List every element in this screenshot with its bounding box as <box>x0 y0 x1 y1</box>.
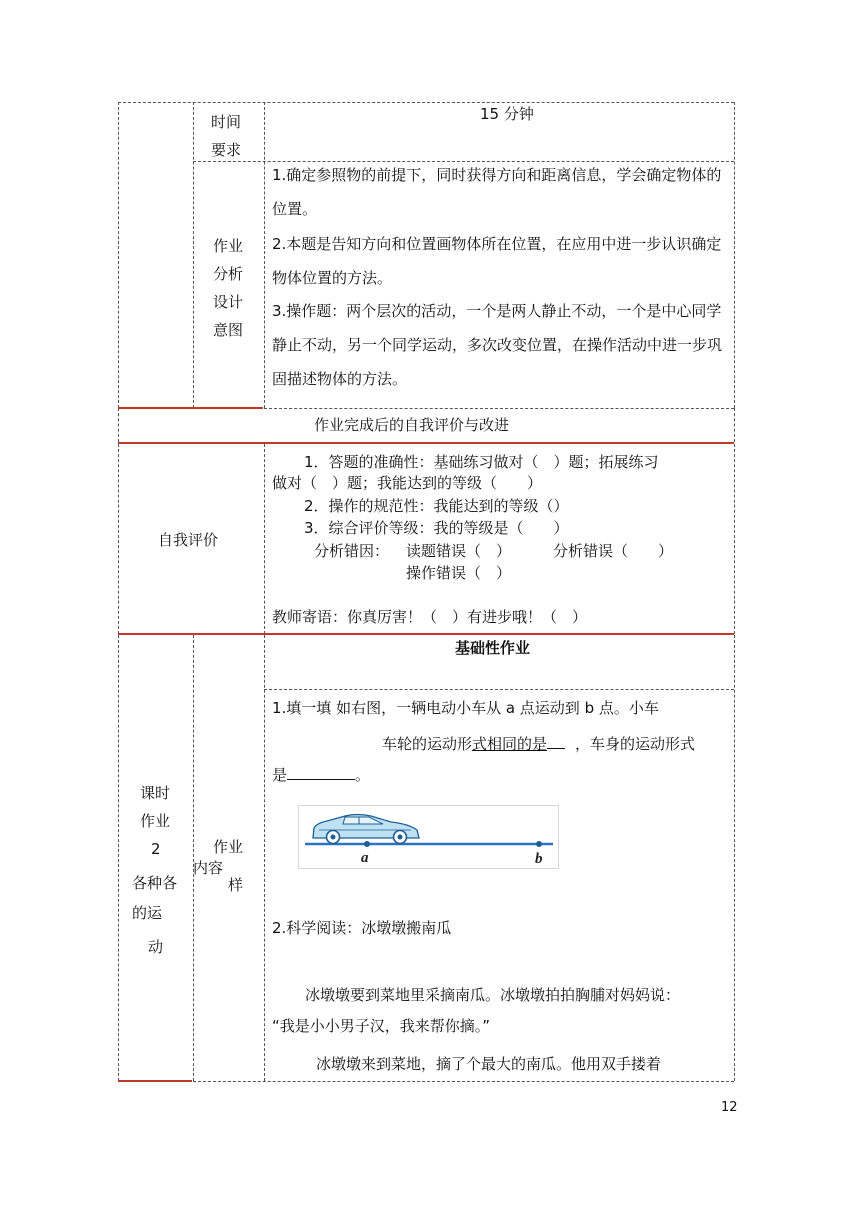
point-a-marker <box>364 841 370 847</box>
analysis-point-1: 1.确定参照物的前提下，同时获得方向和距离信息，学会确定物体的位置。 <box>272 166 722 218</box>
analysis-label-4: 意图 <box>213 321 244 339</box>
q1-line3-post: 。 <box>355 766 371 784</box>
q1-line2-pre: 车轮的运动形 <box>382 735 473 753</box>
lesson-label-3: 2 <box>151 840 161 858</box>
content-label-b: 内容 <box>193 859 224 877</box>
lesson-label-4: 各种各 <box>132 874 178 892</box>
self-eval-line1b: 做对（ ）题；我能达到的等级（ ） <box>272 474 543 492</box>
q1-line2 <box>382 733 695 754</box>
q1-line3 <box>272 763 370 785</box>
self-eval-error-label: 分析错因： <box>314 542 390 560</box>
analysis-label-3: 设计 <box>213 293 244 311</box>
content-label-c: 样 <box>228 876 244 894</box>
basic-homework-header: 基础性作业 <box>455 639 531 657</box>
car-figure <box>298 805 559 869</box>
car-icon <box>313 815 419 844</box>
self-eval-line3: 3．综合评价等级：我的等级是（ ） <box>304 519 569 537</box>
q2-paragraph1: 冰墩墩要到菜地里采摘南瓜。冰墩墩拍拍胸脯对妈妈说： <box>305 986 681 1004</box>
lesson-label-2: 作业 <box>140 812 171 830</box>
q1-blank-tail <box>547 733 565 749</box>
lesson-label-5: 的运 <box>132 904 163 922</box>
lesson-label-6: 动 <box>148 938 164 956</box>
q2-paragraph2: 冰墩墩来到菜地，摘了个最大的南瓜。他用双手搂着 <box>316 1055 662 1073</box>
car-figure-svg <box>299 806 558 868</box>
lesson-label-1: 课时 <box>140 784 171 802</box>
q1-line3-pre: 是 <box>272 766 288 784</box>
point-b-marker <box>536 841 542 847</box>
q2-paragraph1b: “我是小小男子汉，我来帮你摘。” <box>272 1017 491 1035</box>
content-label-a: 作业 <box>213 838 244 856</box>
analysis-label-1: 作业 <box>213 237 244 255</box>
time-label-line1: 时间 <box>211 113 242 131</box>
self-eval-error-operation: 操作错误（ ） <box>406 564 512 582</box>
q2-title: 2.科学阅读：冰墩墩搬南瓜 <box>272 919 452 937</box>
point-a-label: a <box>361 850 369 866</box>
q1-line2-post: ，车身的运动形式 <box>575 735 696 753</box>
point-b-label: b <box>535 851 543 867</box>
q1-line1: 1.填一填 如右图，一辆电动小车从 a 点运动到 b 点。小车 <box>272 699 659 717</box>
self-eval-label: 自我评价 <box>158 531 219 549</box>
time-value: 15 分钟 <box>480 105 534 123</box>
section-title: 作业完成后的自我评价与改进 <box>314 416 510 434</box>
teacher-message: 教师寄语：你真厉害！（ ）有进步哦！（ ） <box>272 608 588 626</box>
self-eval-line2: 2．操作的规范性：我能达到的等级（） <box>304 497 569 515</box>
time-label-line2: 要求 <box>211 141 242 159</box>
page-number: 12 <box>721 1100 738 1115</box>
self-eval-error-analysis: 分析错误（ ） <box>553 542 674 560</box>
analysis-label-2: 分析 <box>213 265 244 283</box>
q1-answer-blank[interactable] <box>287 763 355 780</box>
analysis-point-2: 2.本题是告知方向和位置画物体所在位置，在应用中进一步认识确定物体位置的方法。 <box>272 235 722 287</box>
q1-underlined-text: 式相同的是 <box>472 735 548 753</box>
self-eval-error-reading: 读题错误（ ） <box>406 542 512 560</box>
analysis-point-3: 3.操作题：两个层次的活动，一个是两人静止不动，一个是中心同学静止不动，另一个同学运动，多次改变位置，在操作活动中进一步巩固描述物体的方法。 <box>272 302 723 388</box>
self-eval-line1a: 1．答题的准确性：基础练习做对（ ）题；拓展练习 <box>304 453 659 471</box>
